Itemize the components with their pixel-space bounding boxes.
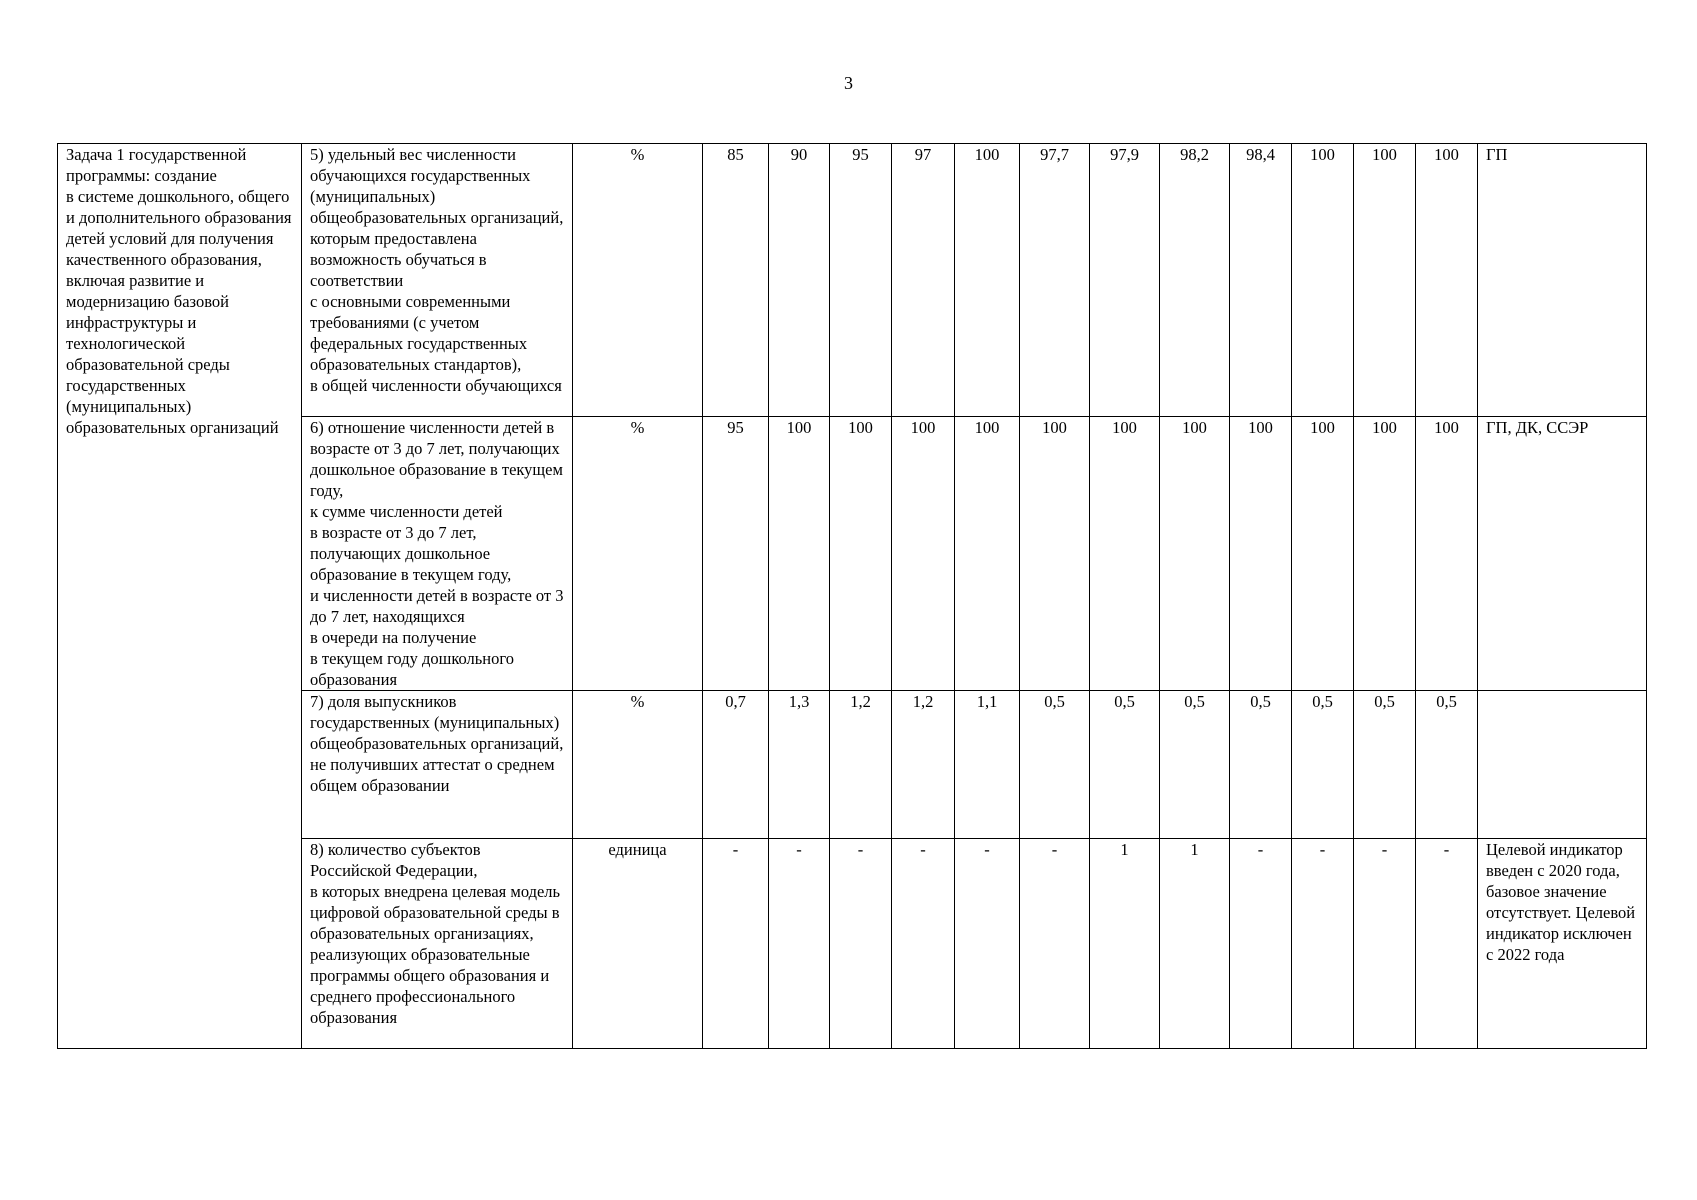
value-cell: 90 <box>769 144 830 417</box>
value-cell: 100 <box>830 417 892 691</box>
note-cell: ГП, ДК, ССЭР <box>1478 417 1647 691</box>
value-cell: - <box>1230 839 1292 1049</box>
value-cell: 85 <box>703 144 769 417</box>
value-cell: 0,5 <box>1354 691 1416 839</box>
value-cell: 0,5 <box>1090 691 1160 839</box>
value-cell: 100 <box>1090 417 1160 691</box>
value-cell: 97,7 <box>1020 144 1090 417</box>
indicator-cell: 6) отношение численности детей в возрасте от 3 до 7 лет, получающих дошкольное образование в текущем году, к сумме численности детей в возрасте от 3 до 7 лет, получающих дошкольное образование в текущем году, и численности детей в возрасте от 3 до 7 лет, находящихся в очереди на получение в текущем году дошкольного образования <box>302 417 573 691</box>
value-cell: - <box>955 839 1020 1049</box>
value-cell: 100 <box>1160 417 1230 691</box>
value-cell: 100 <box>1020 417 1090 691</box>
unit-cell: % <box>573 144 703 417</box>
value-cell: 100 <box>1354 144 1416 417</box>
value-cell: 1 <box>1160 839 1230 1049</box>
value-cell: 100 <box>1292 417 1354 691</box>
value-cell: 100 <box>892 417 955 691</box>
value-cell: 95 <box>830 144 892 417</box>
note-cell <box>1478 691 1647 839</box>
value-cell: 97,9 <box>1090 144 1160 417</box>
value-cell: 0,5 <box>1416 691 1478 839</box>
value-cell: 95 <box>703 417 769 691</box>
value-cell: 1,3 <box>769 691 830 839</box>
value-cell: - <box>1020 839 1090 1049</box>
value-cell: 0,5 <box>1160 691 1230 839</box>
unit-cell: % <box>573 691 703 839</box>
value-cell: - <box>1416 839 1478 1049</box>
note-cell: Целевой индикатор введен с 2020 года, базовое значение отсутствует. Целевой индикатор исключен с 2022 года <box>1478 839 1647 1049</box>
value-cell: - <box>892 839 955 1049</box>
note-cell: ГП <box>1478 144 1647 417</box>
value-cell: - <box>703 839 769 1049</box>
value-cell: 97 <box>892 144 955 417</box>
value-cell: 0,5 <box>1020 691 1090 839</box>
value-cell: 1,2 <box>892 691 955 839</box>
task-cell: Задача 1 государственной программы: создание в системе дошкольного, общего и дополнительного образования детей условий для получения качественного образования, включая развитие и модернизацию базовой инфраструктуры и технологической образовательной среды государственных (муниципальных) образовательных организаций <box>58 144 302 1049</box>
value-cell: 98,4 <box>1230 144 1292 417</box>
indicator-cell: 5) удельный вес численности обучающихся государственных (муниципальных) общеобразовательных организаций, которым предоставлена возможность обучаться в соответствии с основными современными требованиями (с учетом федеральных государственных образовательных стандартов), в общей численности обучающихся <box>302 144 573 417</box>
value-cell: - <box>769 839 830 1049</box>
value-cell: 0,5 <box>1230 691 1292 839</box>
value-cell: 0,7 <box>703 691 769 839</box>
value-cell: 98,2 <box>1160 144 1230 417</box>
value-cell: - <box>1354 839 1416 1049</box>
table-row <box>58 144 1647 417</box>
indicator-cell: 7) доля выпускников государственных (муниципальных) общеобразовательных организаций, не получивших аттестат о среднем общем образовании <box>302 691 573 839</box>
value-cell: 1,1 <box>955 691 1020 839</box>
value-cell: 100 <box>1354 417 1416 691</box>
indicator-cell: 8) количество субъектов Российской Федерации, в которых внедрена целевая модель цифровой образовательной среды в образовательных организациях, реализующих образовательные программы общего образования и среднего профессионального образования <box>302 839 573 1049</box>
value-cell: 100 <box>769 417 830 691</box>
unit-cell: % <box>573 417 703 691</box>
value-cell: 100 <box>955 144 1020 417</box>
value-cell: 100 <box>1230 417 1292 691</box>
value-cell: 0,5 <box>1292 691 1354 839</box>
value-cell: 100 <box>1292 144 1354 417</box>
value-cell: - <box>1292 839 1354 1049</box>
value-cell: 1 <box>1090 839 1160 1049</box>
value-cell: 100 <box>1416 144 1478 417</box>
unit-cell: единица <box>573 839 703 1049</box>
value-cell: - <box>830 839 892 1049</box>
value-cell: 100 <box>955 417 1020 691</box>
page-number: 3 <box>844 73 853 93</box>
value-cell: 1,2 <box>830 691 892 839</box>
value-cell: 100 <box>1416 417 1478 691</box>
indicators-table <box>57 143 1647 1049</box>
